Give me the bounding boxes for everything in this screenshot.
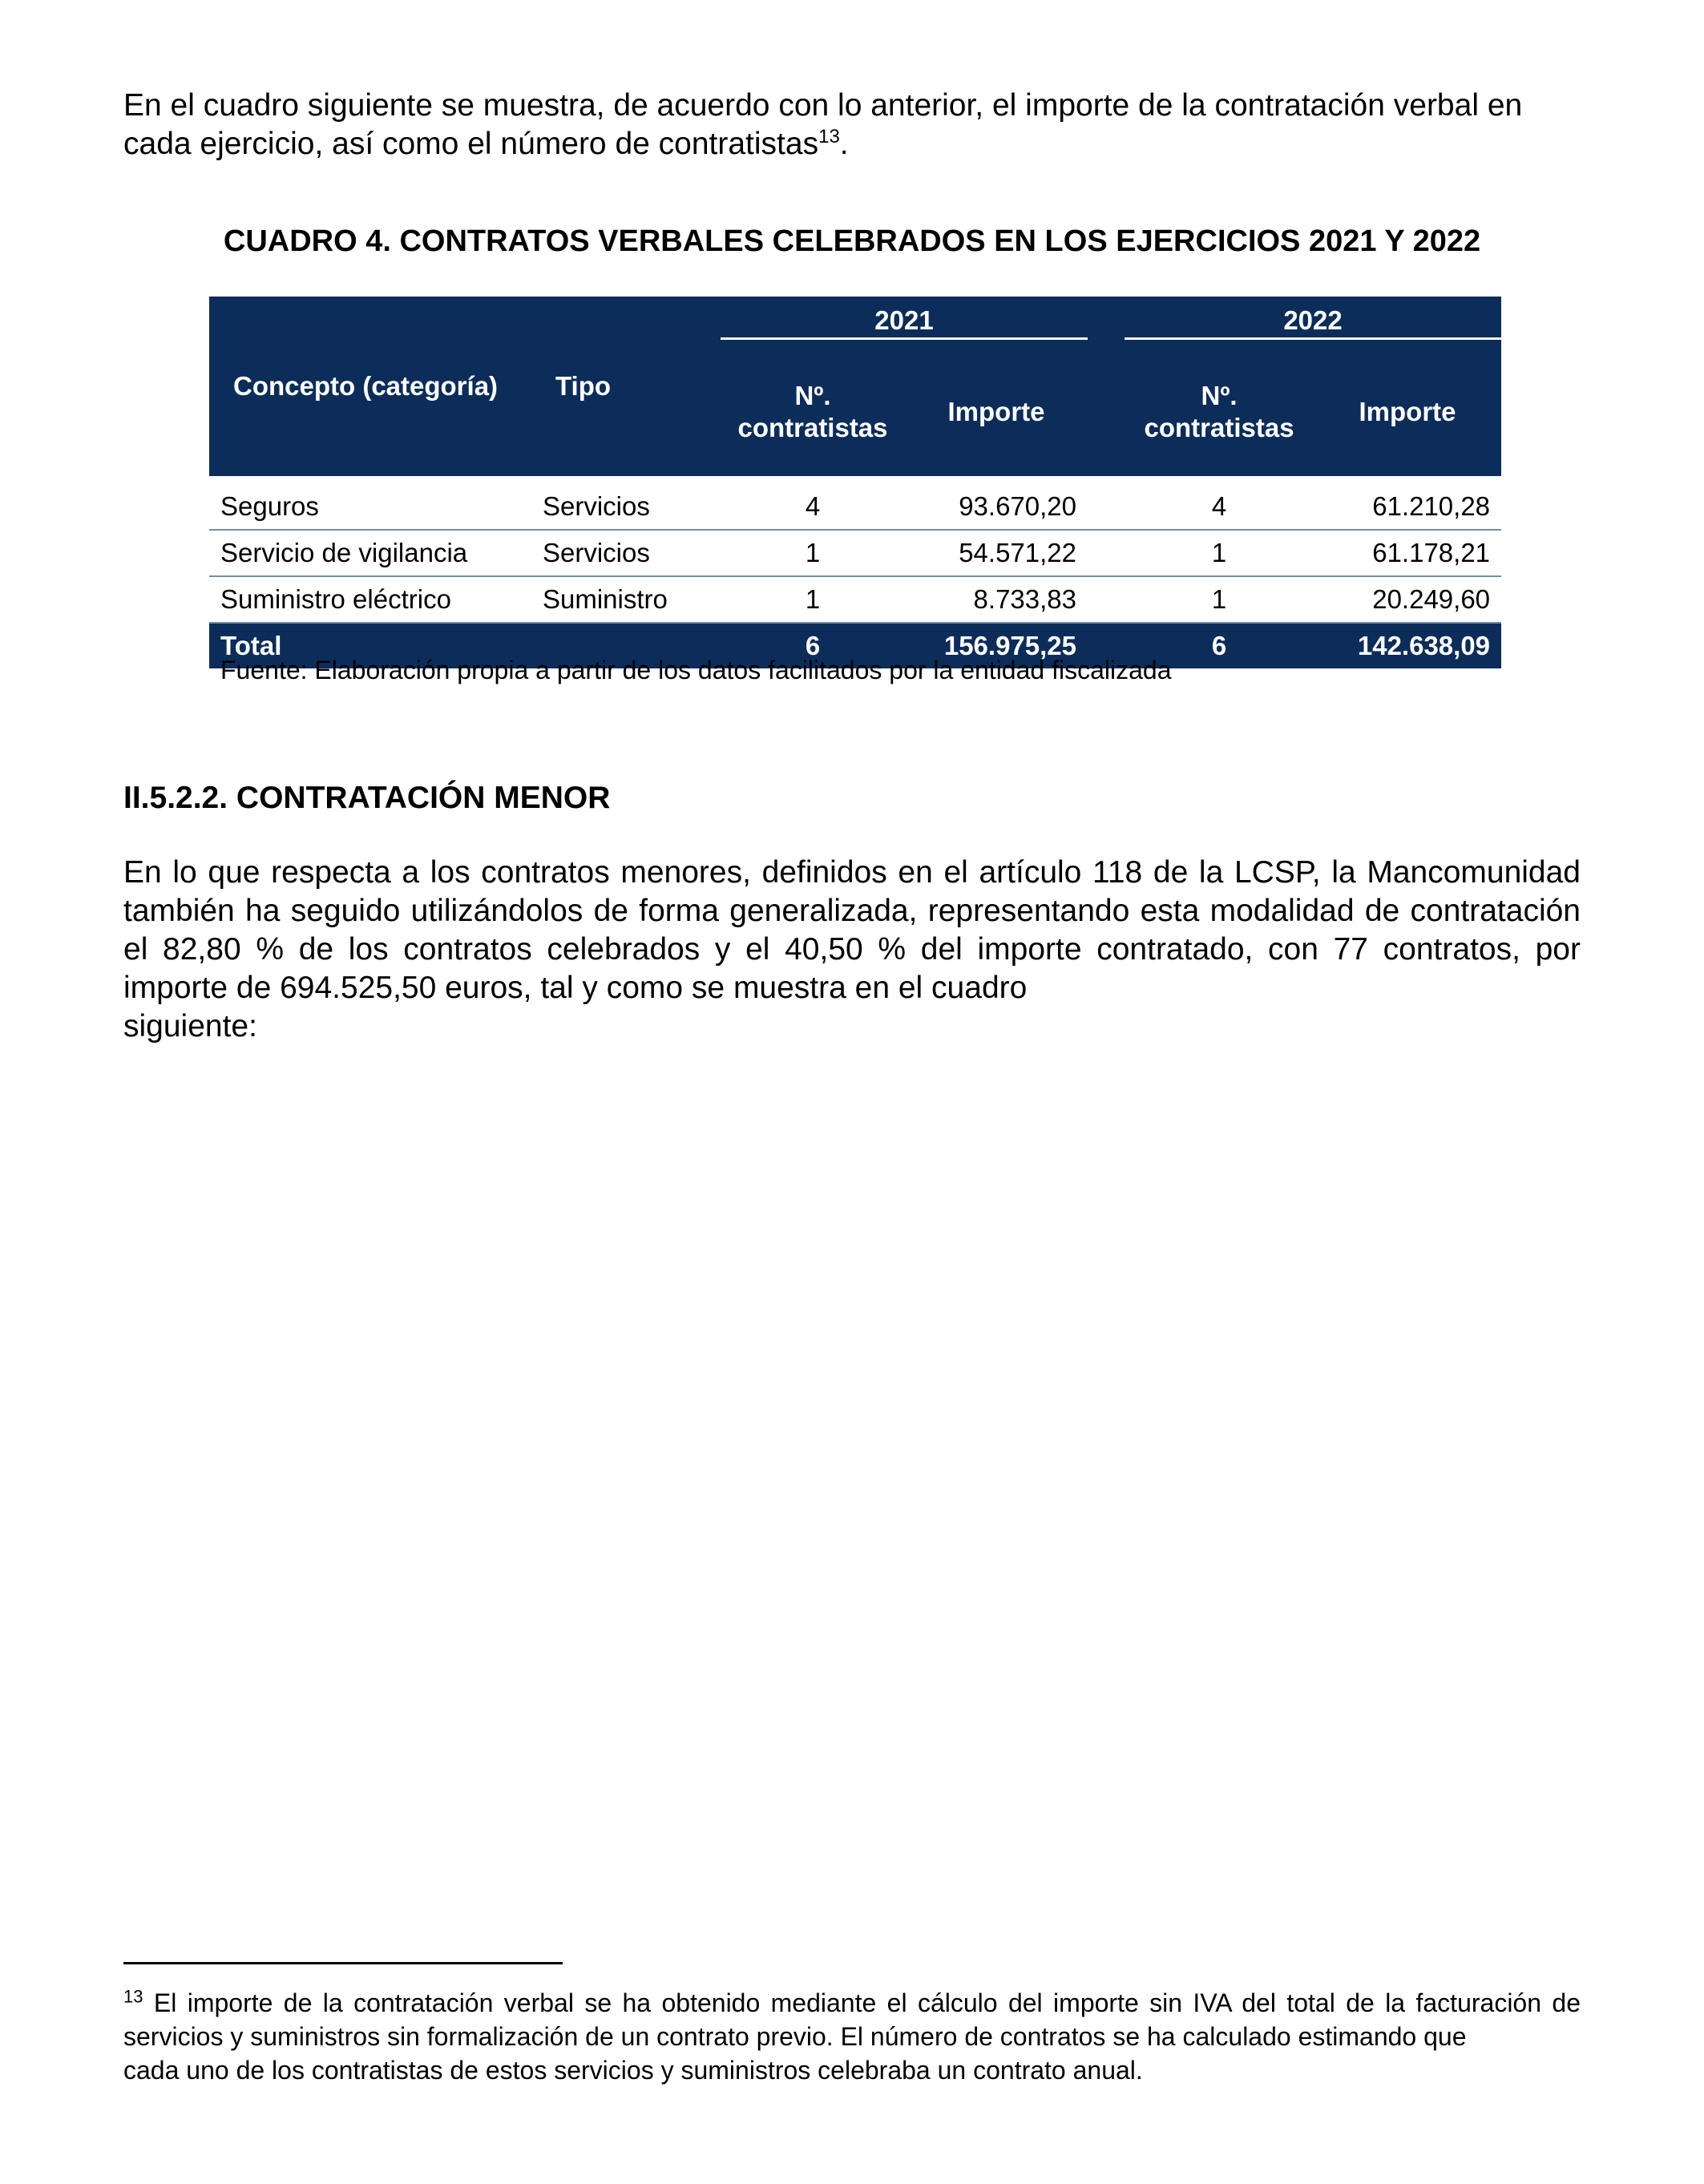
- cell-total-imp2021: 156.975,25: [905, 623, 1088, 668]
- cell-total-n2022: 6: [1125, 623, 1314, 668]
- header-year-2021: 2021: [721, 297, 1088, 348]
- contracts-table: [209, 297, 1501, 668]
- cell-concepto: Servicio de vigilancia: [209, 530, 531, 576]
- cell-n2022: 1: [1125, 576, 1314, 623]
- cell-imp2021: 8.733,83: [905, 576, 1088, 623]
- cell-concepto: Seguros: [209, 476, 531, 530]
- intro-paragraph: En el cuadro siguiente se muestra, de acuerdo con lo anterior, el importe de la contratación verbal en cada ejercicio, así como el número de contratistas$^{13}$.: [123, 88, 1523, 161]
- table-row: [209, 476, 1501, 530]
- cell-n2021: 1: [721, 576, 905, 623]
- footnote-divider: [123, 1962, 563, 1964]
- header-concepto: Concepto (categoría): [209, 297, 531, 476]
- footnote-ref[interactable]: 13: [818, 126, 840, 147]
- cell-total-n2021: 6: [721, 623, 905, 668]
- cell-spacer: [1088, 576, 1125, 623]
- cell-concepto: Suministro eléctrico: [209, 576, 531, 623]
- cell-tipo: Servicios: [531, 476, 721, 530]
- cell-tipo: Servicios: [531, 530, 721, 576]
- cell-total-label: Total: [209, 623, 721, 668]
- header-spacer: [1088, 297, 1125, 476]
- cell-n2021: 4: [721, 476, 905, 530]
- section-heading: II.5.2.2. CONTRATACIÓN MENOR: [123, 781, 611, 815]
- cell-n2022: 1: [1125, 530, 1314, 576]
- table-source: Fuente: Elaboración propia a partir de los datos facilitados por la entidad fiscalizada: [220, 656, 1172, 684]
- header-tipo: Tipo: [531, 297, 721, 476]
- body-paragraph: En lo que respecta a los contratos menores, definidos en el artículo 118 de la LCSP, la Mancomunidad también ha seguido utilizándolos de forma generalizada, representando esta modalidad de contratación el 82,80 % de los contratos celebrados y el 40,50 % del importe contratado, con 77 contratos, por importe de 694.525,50 euros, tal y como se muestra en el cuadro siguiente:: [123, 855, 1581, 1044]
- cell-spacer: [1088, 476, 1125, 530]
- header-num-contratistas-2021: Nº. contratistas: [721, 348, 905, 476]
- header-importe-2021: Importe: [905, 348, 1088, 476]
- table-row: [209, 576, 1501, 623]
- cell-spacer: [1088, 530, 1125, 576]
- cell-n2021: 1: [721, 530, 905, 576]
- header-year-2022: 2022: [1125, 297, 1501, 348]
- header-num-contratistas-2022: Nº. contratistas: [1125, 348, 1314, 476]
- cell-imp2022: 61.210,28: [1314, 476, 1501, 530]
- footnote-number: 13: [123, 1986, 143, 2007]
- cell-imp2021: 54.571,22: [905, 530, 1088, 576]
- header-importe-2022: Importe: [1314, 348, 1501, 476]
- cell-n2022: 4: [1125, 476, 1314, 530]
- cell-imp2021: 93.670,20: [905, 476, 1088, 530]
- footnote: $^{13}$ El importe de la contratación verbal se ha obtenido mediante el cálculo del importe sin IVA del total de la facturación de servicios y suministros sin formalización de un contrato previo. El número de contratos se ha calculado estimando que cada uno de los contratistas de estos servicios y suministros celebraba un contrato anual.: [123, 1986, 1581, 2085]
- table-title: CUADRO 4. CONTRATOS VERBALES CELEBRADOS EN LOS EJERCICIOS 2021 Y 2022: [223, 224, 1481, 258]
- cell-imp2022: 61.178,21: [1314, 530, 1501, 576]
- cell-tipo: Suministro: [531, 576, 721, 623]
- cell-imp2022: 20.249,60: [1314, 576, 1501, 623]
- table-row: [209, 530, 1501, 576]
- cell-total-imp2022: 142.638,09: [1314, 623, 1501, 668]
